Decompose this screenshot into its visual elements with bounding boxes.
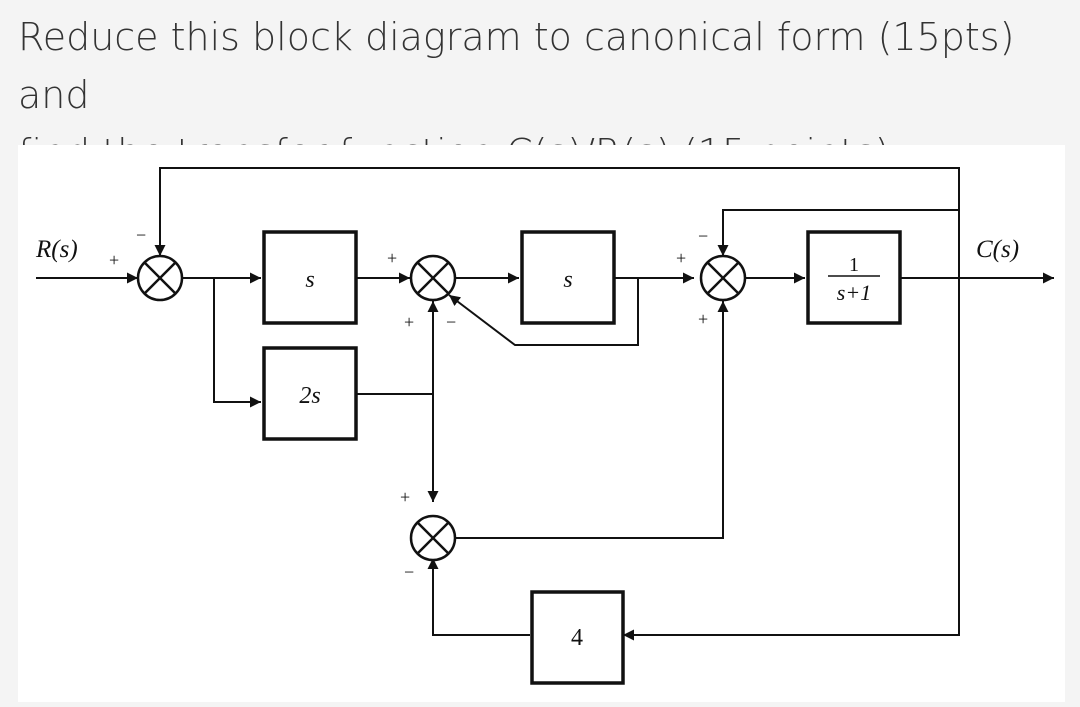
summing-junction-2: [411, 256, 455, 300]
sign-sj3-left: +: [676, 248, 687, 268]
block-diagram: [18, 145, 1065, 702]
sign-sj1-input: +: [109, 250, 120, 270]
input-label: R(s): [36, 236, 78, 263]
block-diagram-panel: [18, 145, 1065, 702]
sign-sj1-feedback: −: [136, 225, 147, 245]
block-s-top-label: s: [305, 267, 315, 293]
block-transfer-function: [808, 232, 900, 323]
sign-sj3-top: −: [698, 226, 709, 246]
block-s-middle-label: s: [563, 267, 573, 293]
sj4-to-sj3-line: [455, 301, 723, 538]
block-2s-label: 2s: [299, 383, 321, 409]
block-gain-label: 4: [571, 625, 583, 651]
sign-sj3-bottom: +: [698, 309, 709, 329]
sign-sj2-bottom-minus: −: [446, 312, 457, 332]
gain-to-sj4-line: [433, 558, 530, 635]
summing-junction-1: [138, 256, 182, 300]
question-line-1: Reduce this block diagram to canonical form (15pts) and: [18, 15, 1015, 117]
output-label: C(s): [976, 236, 1020, 263]
tf-numerator: 1: [849, 254, 859, 276]
gain-feedback-line: [623, 278, 959, 635]
sign-sj4-bottom: −: [404, 562, 415, 582]
summing-junction-3: [701, 256, 745, 300]
tf-denominator: s+1: [836, 280, 872, 305]
sign-sj4-top: +: [400, 487, 411, 507]
sign-sj2-bottom-plus: +: [404, 312, 415, 332]
summing-junction-4: [411, 516, 455, 560]
branch-to-2s-line: [214, 278, 261, 402]
sign-sj2-top: +: [387, 248, 398, 268]
